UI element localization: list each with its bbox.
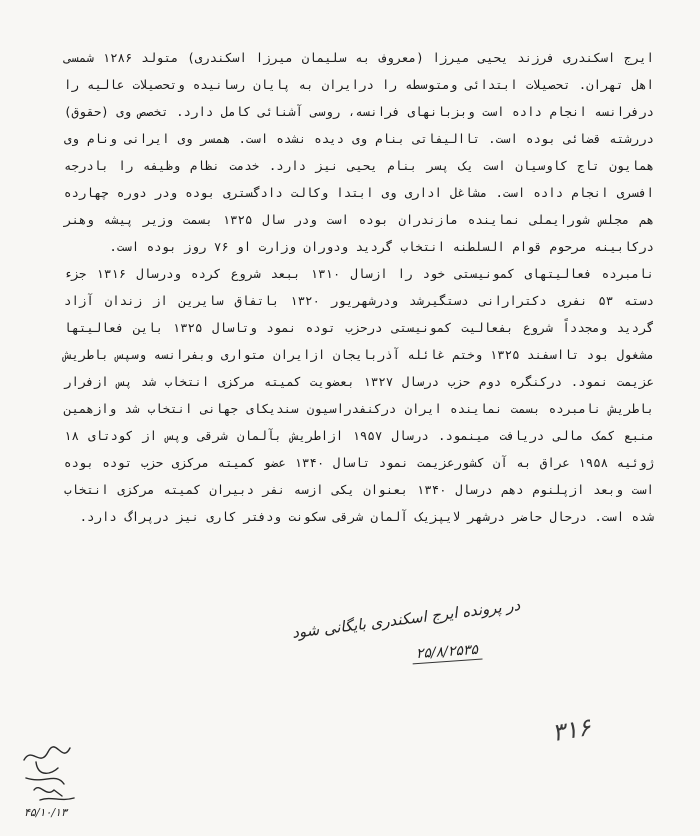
typed-report <box>64 44 654 530</box>
report-paragraph-2: نامبرده فعالیتهای کمونیستی خود را ازسال ۱۳۱۰ ببعد شروع کرده ودرسال ۱۳۱۶ جزء دسته ۵۳ نفری دکترارانی دستگیرشد ودرشهریور ۱۳۲۰ باتفاق سایرین از زندان آزاد گردید ومجدداً شروع بفعالیت کمونیستی درحزب توده نمود وتاسال ۱۳۲۵ باین فعالیتها مشغول بود تااسفند ۱۳۲۵ وختم غائله آذربایجان ازایران متواری وبفرانسه وسپس باطریش عزیمت نمود. درکنگره دوم حزب درسال ۱۳۲۷ بعضویت کمیته مرکزی انتخاب شد پس ازفرار باطریش نامبرده بسمت نماینده ایران درکنفدراسیون سندیکای جهانی انتخاب شد وازهمین منبع کمک مالی دریافت مینمود. درسال ۱۹۵۷ ازاطریش بآلمان شرقی وپس از کودتای ۱۸ ژوئیه ۱۹۵۸ عراق به آن کشورعزیمت نمود تاسال ۱۳۴۰ عضو کمیته مرکزی حزب توده بوده است وبعد ازپلنوم دهم درسال ۱۳۴۰ بعنوان یکی ازسه نفر دبیران کمیته مرکزی انتخاب شده است. درحال حاضر درشهر لایپزیک آلمان شرقی سکونت ودفتر کاری نیز درپراگ دارد. <box>64 266 655 524</box>
handwritten-margin-number: ۳۱۶ <box>549 712 593 748</box>
signature-scribble-icon <box>18 738 138 810</box>
handwritten-note-date: ۲۵/۸/۲۵۳۵ <box>411 642 482 665</box>
signature-date: ۴۵/۱۰/۱۳ <box>24 806 67 819</box>
report-paragraph-1: ایرج اسکندری فرزند یحیی میرزا (معروف به سلیمان میرزا اسکندری) متولد ۱۲۸۶ شمسی اهل تهران. تحصیلات ابتدائی ومتوسطه را درایران به پایان رسانیده وتحصیلات عالیه را درفرانسه انجام داده است وبزبانهای فرانسه، روسی آشنائی کامل دارد. تخصص وی (حقوق) دررشته قضائی بوده است. تاالیفاتی بنام وی دیده نشده است. همسر وی ایرانی ونام وی همایون تاج کاوسیان است یک پسر بنام یحیی نیز دارد. خدمت نظام وظیفه را بادرجه افسری انجام داده است. مشاغل اداری وی ابتدا وکالت دادگستری بوده ودر دوره چهارده هم مجلس شورایملی نماینده مازندران بوده است ودر سال ۱۳۲۵ بسمت وزیر پیشه وهنر درکابینه مرحوم قوام السلطنه انتخاب گردید ودوران وزارت او ۷۶ روز بوده است. <box>64 50 655 254</box>
handwritten-filing-note: در پرونده ایرج اسکندری بایگانی شود <box>291 596 522 642</box>
